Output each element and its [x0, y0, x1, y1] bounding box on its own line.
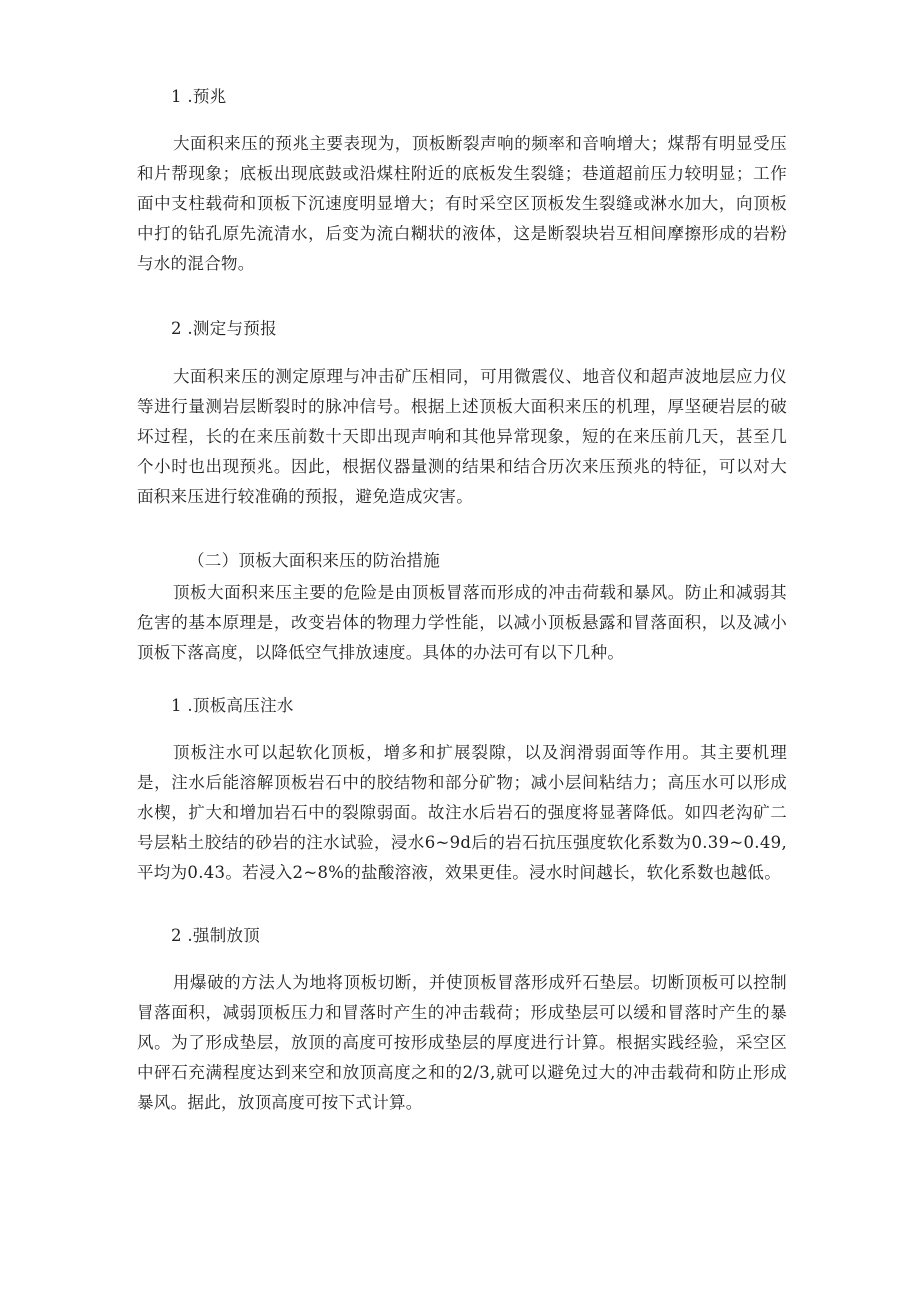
paragraph-ceding: 大面积来压的测定原理与冲击矿压相同，可用微震仪、地音仪和超声波地层应力仪等进行量测岩层断裂时的脉冲信号。根据上述顶板大面积来压的机理，厚坚硬岩层的破坏过程，长的在来压前数十天即出现声响和其他异常现象，短的在来压前几天，甚至几个小时也出现预兆。因此，根据仪器量测的结果和结合历次来压预兆的特征，可以对大面积来压进行较准确的预报，避免造成灾害。 — [137, 367, 787, 506]
paragraph-zhushui: 顶板注水可以起软化顶板，增多和扩展裂隙，以及润滑弱面等作用。其主要机理是，注水后能溶解顶板岩石中的胶结物和部分矿物；减小层间粘结力；高压水可以形成水楔，扩大和增加岩石中的裂隙弱面。故注水后岩石的强度将显著降低。如四老沟矿二号层粘土胶结的砂岩的注水试验，浸水6~9d后的岩石抗压强度软化系数为0.39~0.49,平均为0.43。若浸入2~8%的盐酸溶液，效果更佳。浸水时间越长，软化系数也越低。 — [137, 743, 787, 882]
heading-ceding: 2 .测定与预报 — [171, 319, 277, 338]
heading-fangding: 2 .强制放顶 — [171, 926, 261, 945]
paragraph-yuzhao: 大面积来压的预兆主要表现为，顶板断裂声响的频率和音响增大；煤帮有明显受压和片帮现象；底板出现底鼓或沿煤柱附近的底板发生裂缝；巷道超前压力较明显；工作面中支柱载荷和顶板下沉速度明显增大；有时采空区顶板发生裂缝或淋水加大，向顶板中打的钻孔原先流清水，后变为流白糊状的液体，这是断裂块岩互相间摩擦形成的岩粉与水的混合物。 — [137, 134, 787, 273]
heading-yuzhao: 1 .预兆 — [171, 87, 227, 106]
paragraph-fangzhi: 顶板大面积来压主要的危险是由顶板冒落而形成的冲击荷载和暴风。防止和减弱其危害的基本原理是，改变岩体的物理力学性能，以减小顶板悬露和冒落面积，以及减小顶板下落高度，以降低空气排放速度。具体的办法可有以下几种。 — [137, 583, 787, 662]
heading-fangzhi: （二）顶板大面积来压的防治措施 — [188, 551, 440, 570]
heading-zhushui: 1 .顶板高压注水 — [171, 696, 294, 715]
paragraph-fangding: 用爆破的方法人为地将顶板切断，并使顶板冒落形成歼石垫层。切断顶板可以控制冒落面积，减弱顶板压力和冒落时产生的冲击载荷；形成垫层可以缓和冒落时产生的暴风。为了形成垫层，放顶的高度可按形成垫层的厚度进行计算。根据实践经验，采空区中砰石充满程度达到来空和放顶高度之和的2/3,就可以避免过大的冲击载荷和防止形成暴风。据此，放顶高度可按下式计算。 — [137, 973, 787, 1112]
